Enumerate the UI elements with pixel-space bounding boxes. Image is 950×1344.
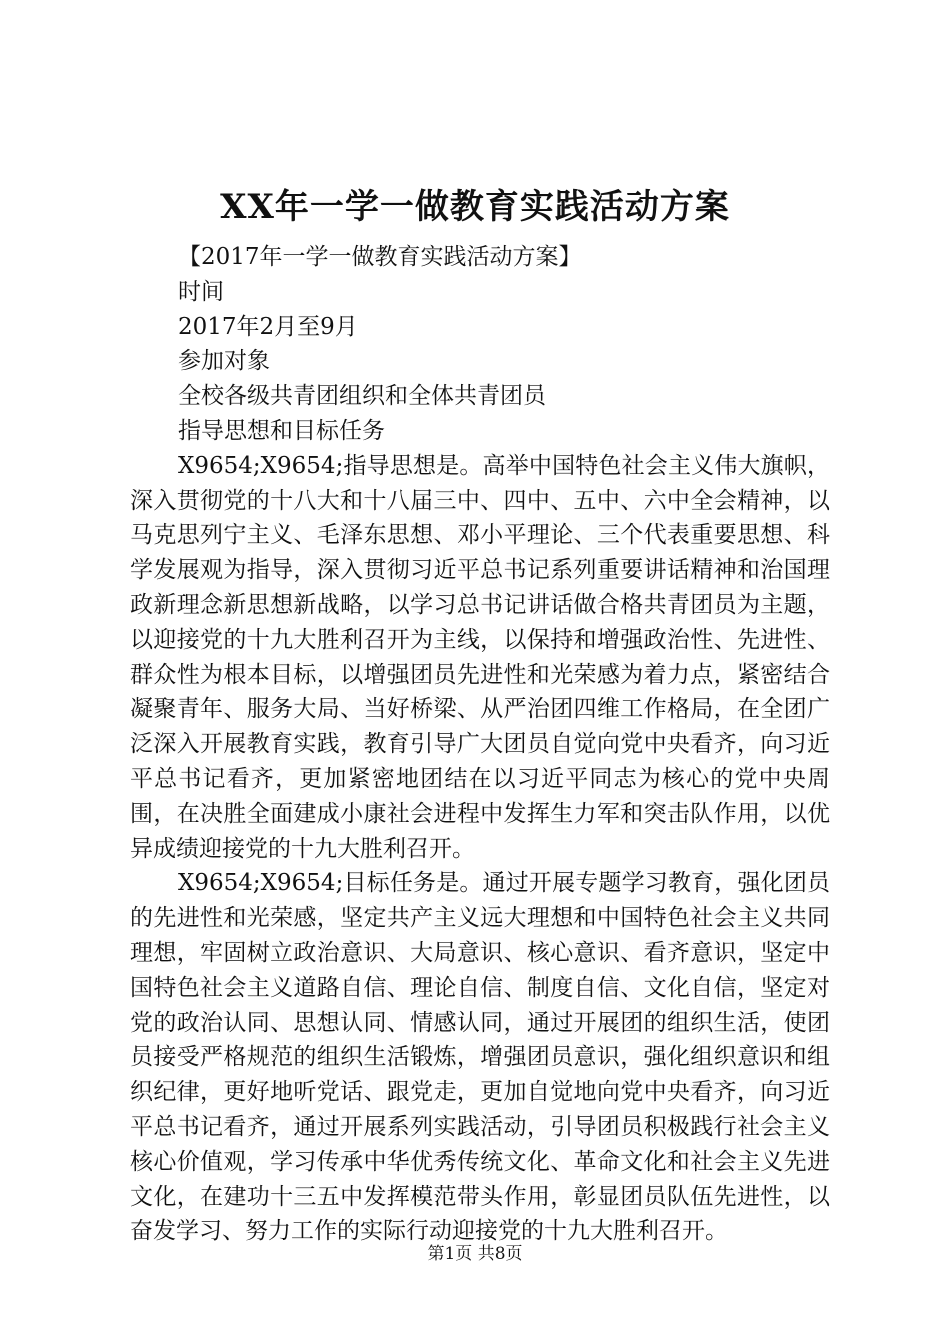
paragraph-heading-time: 时间 (178, 278, 224, 305)
document-body (130, 240, 830, 1249)
document-title: XX年一学一做教育实践活动方案 (220, 187, 730, 227)
paragraph-heading-participants: 参加对象 (178, 348, 270, 375)
page-number-footer: 第1页 共8页 (427, 1244, 523, 1264)
paragraph-guiding-ideology: X9654;X9654;指导思想是。高举中国特色社会主义伟大旗帜，深入贯彻党的十八大和十八届三中、四中、五中、六中全会精神，以马克思列宁主义、毛泽东思想、邓小平理论、三个代表重要思想、科学发展观为指导，深入贯彻习近平总书记系列重要讲话精神和治国理政新理念新思想新战略，以学习总书记讲话做合格共青团员为主题，以迎接党的十九大胜利召开为主线，以保持和增强政治性、先进性、群众性为根本目标，以增强团员先进性和光荣感为着力点，紧密结合凝聚青年、服务大局、当好桥梁、从严治团四维工作格局，在全团广泛深入开展教育实践，教育引导广大团员自觉向党中央看齐，向习近平总书记看齐，更加紧密地团结在以习近平同志为核心的党中央周围，在决胜全面建成小康社会进程中发挥生力军和突击队作用，以优异成绩迎接党的十九大胜利召开。 (130, 452, 830, 862)
paragraph-time-value: 2017年2月至9月 (178, 313, 358, 340)
paragraph-subtitle: 【2017年一学一做教育实践活动方案】 (178, 244, 582, 270)
paragraph-participants-value: 全校各级共青团组织和全体共青团员 (178, 383, 546, 410)
paragraph-objectives: X9654;X9654;目标任务是。通过开展专题学习教育，强化团员的先进性和光荣感，坚定共产主义远大理想和中国特色社会主义共同理想，牢固树立政治意识、大局意识、核心意识、看齐意识，坚定中国特色社会主义道路自信、理论自信、制度自信、文化自信，坚定对党的政治认同、思想认同、情感认同，通过开展团的组织生活，使团员接受严格规范的组织生活锻炼，增强团员意识，强化组织意识和组织纪律，更好地听党话、跟党走，更加自觉地向党中央看齐，向习近平总书记看齐，通过开展系列实践活动，引导团员积极践行社会主义核心价值观，学习传承中华优秀传统文化、革命文化和社会主义先进文化，在建功十三五中发挥模范带头作用，彰显团员队伍先进性，以奋发学习、努力工作的实际行动迎接党的十九大胜利召开。 (130, 870, 830, 1245)
paragraph-heading-guidance: 指导思想和目标任务 (178, 417, 385, 444)
